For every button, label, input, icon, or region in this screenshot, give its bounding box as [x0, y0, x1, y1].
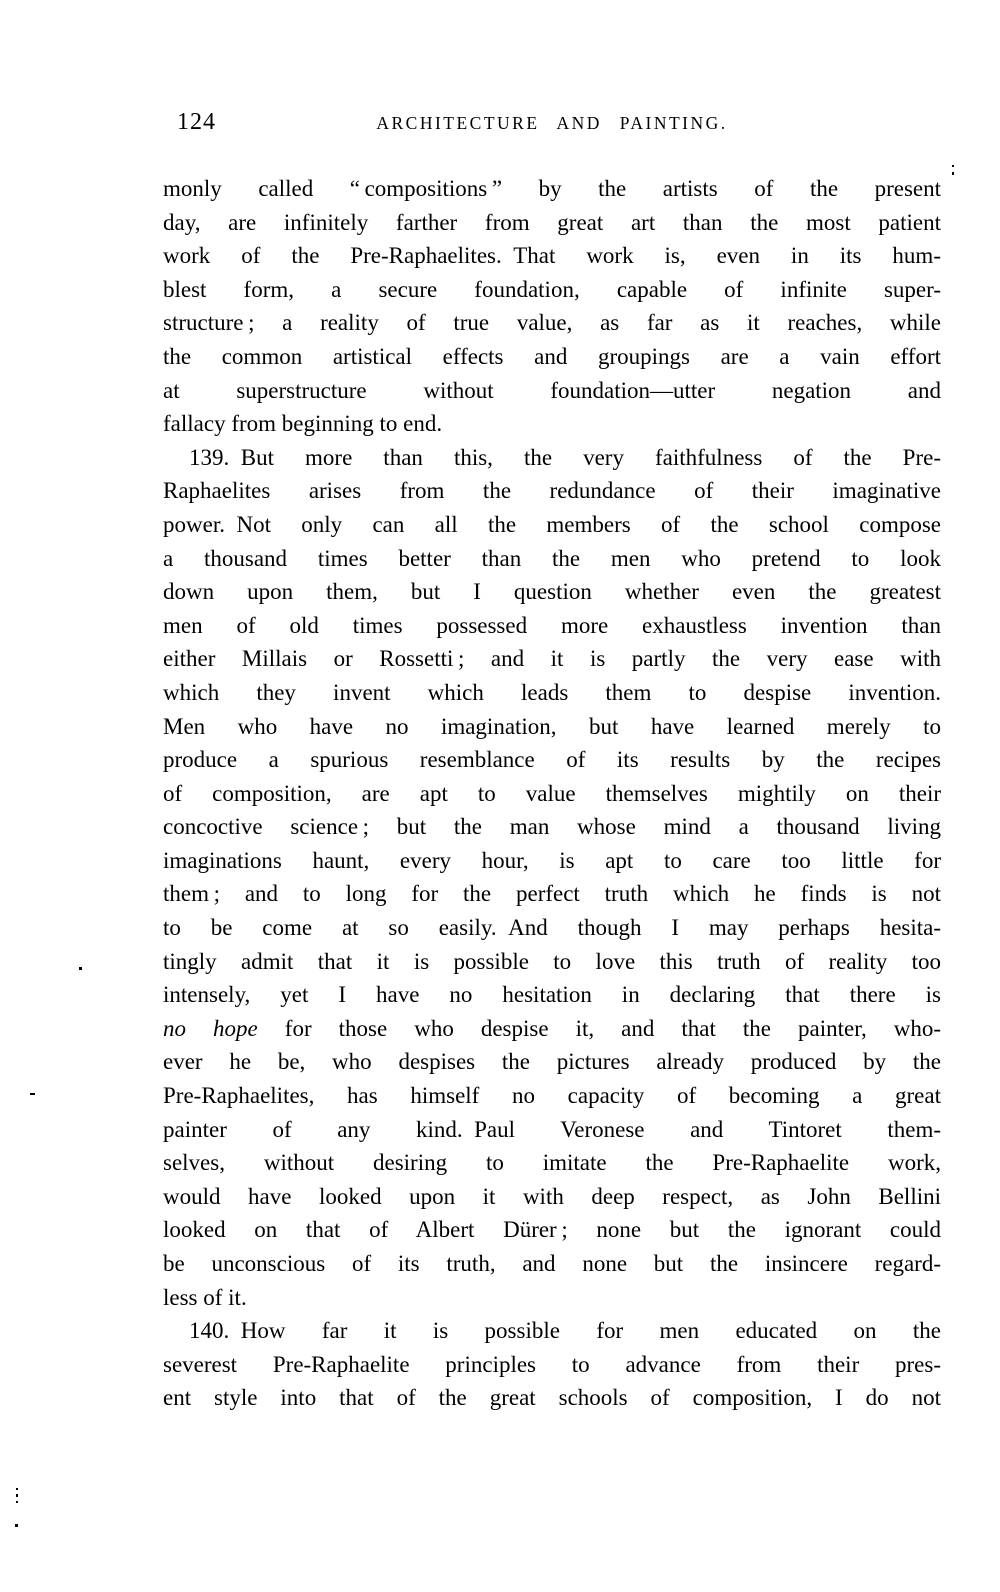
text-line: Raphaelites arises from the redundance of their imaginative	[163, 478, 941, 504]
text-line: concoctive science ; but the man whose mind a thousand living	[163, 814, 941, 840]
scan-speck	[79, 967, 82, 970]
scan-speck	[16, 1488, 18, 1490]
text-line: monly called “ compositions ” by the artists of the present	[163, 176, 941, 201]
text-line: less of it.	[163, 1284, 247, 1310]
text-line: the common artistical effects and groupings are a vain effort	[163, 343, 941, 369]
page-number: 124	[177, 109, 216, 135]
text-line: produce a spurious resemblance of its results by the recipes	[163, 747, 941, 773]
text-line: ever he be, who despises the pictures already produced by the	[163, 1049, 941, 1075]
text-line: men of old times possessed more exhaustless invention than	[163, 612, 941, 638]
text-line: Men who have no imagination, but have learned merely to	[163, 713, 941, 739]
body-text	[163, 172, 941, 1415]
text-line: Pre-Raphaelites, has himself no capacity of becoming a great	[163, 1083, 941, 1109]
text-line: 139. But more than this, the very faithfulness of the Pre-	[189, 444, 941, 470]
text-line: 140. How far it is possible for men educated on the	[189, 1318, 941, 1344]
text-line: to be come at so easily. And though I may perhaps hesita-	[163, 915, 941, 941]
text-line: imaginations haunt, every hour, is apt to care too little for	[163, 847, 941, 873]
text-line: painter of any kind. Paul Veronese and Tintoret them-	[163, 1116, 941, 1142]
text-line: either Millais or Rossetti ; and it is partly the very ease with	[163, 646, 941, 672]
scan-speck	[16, 1501, 18, 1503]
scan-speck	[952, 165, 954, 167]
paragraph	[163, 441, 941, 1314]
text-line: would have looked upon it with deep respect, as John Bellini	[163, 1183, 941, 1209]
text-line: a thousand times better than the men who pretend to look	[163, 545, 941, 571]
text-line: fallacy from beginning to end.	[163, 411, 443, 437]
text-line: structure ; a reality of true value, as far as it reaches, while	[163, 310, 941, 336]
text-line: them ; and to long for the perfect truth which he finds is not	[163, 881, 941, 907]
text-line: power. Not only can all the members of the school compose	[163, 511, 941, 537]
text-line: severest Pre-Raphaelite principles to advance from their pres-	[163, 1351, 941, 1377]
text-line: of composition, are apt to value themselves mightily on their	[163, 780, 941, 806]
text-line: blest form, a secure foundation, capable of infinite super-	[163, 276, 941, 302]
text-line: no hope for those who despise it, and that the painter, who-	[163, 1015, 941, 1041]
text-line: intensely, yet I have no hesitation in declaring that there is	[163, 982, 941, 1008]
text-line: down upon them, but I question whether even the greatest	[163, 579, 941, 605]
text-line: work of the Pre-Raphaelites. That work is, even in its hum-	[163, 243, 941, 269]
text-line: selves, without desiring to imitate the Pre-Raphaelite work,	[163, 1150, 941, 1176]
scan-speck	[16, 1494, 18, 1497]
text-line: tingly admit that it is possible to love this truth of reality too	[163, 948, 941, 974]
text-line: be unconscious of its truth, and none but the insincere regard-	[163, 1251, 941, 1276]
scan-speck	[30, 1093, 35, 1095]
text-line: looked on that of Albert Dürer ; none but the ignorant could	[163, 1217, 941, 1243]
scan-speck	[15, 1524, 18, 1527]
running-title: ARCHITECTURE AND PAINTING.	[376, 113, 728, 133]
text-line: ent style into that of the great schools of composition, I do not	[163, 1385, 941, 1411]
text-line: day, are infinitely farther from great art than the most patient	[163, 209, 941, 235]
paragraph	[163, 1314, 941, 1415]
text-line: which they invent which leads them to despise invention.	[163, 679, 941, 705]
text-line: at superstructure without foundation—utter negation and	[163, 377, 941, 403]
scan-speck	[952, 172, 954, 175]
paragraph	[163, 172, 941, 441]
